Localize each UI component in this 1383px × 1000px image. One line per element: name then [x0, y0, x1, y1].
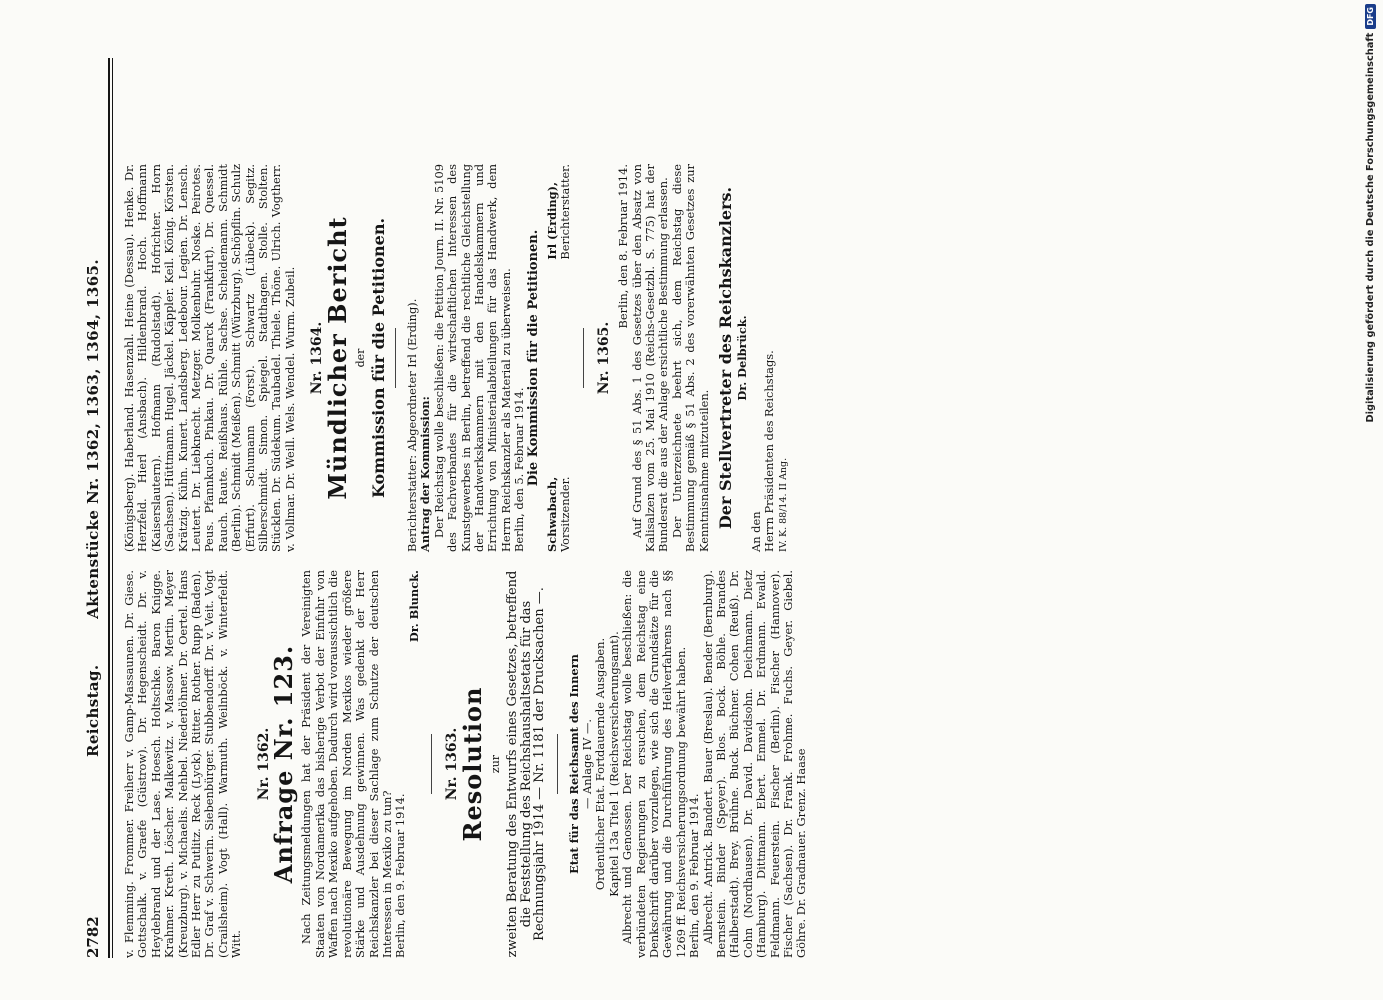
address-line-2: Herrn Präsidenten des Reichstags. [762, 350, 777, 552]
doc-signature-1362: Dr. Blunck. [406, 570, 421, 643]
doc-date-1362: Berlin, den 9. Februar 1914. [393, 793, 408, 958]
doc-title-1362: Anfrage Nr. 123. [269, 644, 299, 884]
separator [395, 328, 396, 388]
doc-date-1363: Berlin, den 9. Februar 1914. [687, 793, 702, 958]
doc-number-1364: Nr. 1364. [309, 321, 326, 395]
doc-body-1363: Albrecht und Genossen. Der Reichstag wolle beschließen: die verbündeten Regierungen zu ersuchen, dem Reichstag eine Denkschrift darüber vorzulegen, wie sich die Grundsätze für die Gewährung und die Durchführung des Heilverfahrens nach §§ 1269 ff. Reichsversicherungsordnung bewährt haben. [620, 570, 688, 958]
doc-body-1362: Nach Zeitungsmeldungen hat der Präsident der Vereinigten Staaten von Nordamerika das bisherige Verbot der Einfuhr von Waffen nach Mexiko aufgehoben. Dadurch wird voraussichtlich die revolutionäre Bewegung im Norden Mexikos wieder größere Stärke und Ausdehnung gewinnen. Was gedenkt der Herr Reichskanzler bei dieser Sachlage zum Schutze der deutschen Interessen in Mexiko zu tun? [299, 570, 394, 958]
doc-antrag-body: Der Reichstag wolle beschließen: die Petition Journ. II. Nr. 5109 des Fachverbandes für die wirtschaftlichen Interessen des Kunstgewerbes in Berlin, betreffend die rechtliche Gleichstellung der Handwerkskammern mit den Handelskammern und Errichtung von Ministerialabteilungen für das Handwerk, dem Herrn Reichskanzler als Material zu überweisen. [431, 164, 513, 552]
doc-date-1364: Berlin, den 5. Februar 1914. [512, 387, 527, 552]
doc-subtitle-1363: zweiten Beratung des Entwurfs eines Gesetzes, betreffend die Feststellung des Reichshaushaltsetats für das Rechnungsjahr 1914 — Nr. 1181 der Drucksachen —. [505, 570, 548, 958]
column-right [123, 164, 809, 552]
dfg-logo: DFG [1365, 4, 1376, 29]
doc-der: der [354, 348, 368, 368]
doc-date-1365: Berlin, den 8. Februar 1914. [616, 164, 631, 329]
commission-signatures [546, 164, 573, 552]
column-left [123, 570, 809, 958]
page-header [80, 58, 106, 958]
chair-role: Vorsitzender. [558, 476, 573, 552]
header-rule-thin [112, 58, 113, 958]
reporter-role: Berichterstatter. [558, 164, 573, 260]
digitization-text: Digitalisierung gefördert durch die Deutsche Forschungsgemeinschaft [1365, 32, 1376, 423]
etat-ordentlich: Ordentlicher Etat. Fortdauernde Ausgaben. [593, 637, 608, 891]
text-columns [123, 58, 809, 958]
doc-reporter-1364: Berichterstatter: Abgeordneter Irl (Erding). [404, 298, 419, 552]
header-rule [108, 58, 110, 958]
etat-kapitel: Kapitel 13a Titel 1 (Reichsversicherungsamt). [606, 631, 621, 897]
doc-antrag-heading: Antrag der Kommission: [418, 396, 433, 552]
doc-title-1363: Resolution [457, 686, 487, 842]
header-documents: Aktenstücke Nr. 1362, 1363, 1364, 1365. [84, 259, 102, 619]
signature-chair [546, 477, 573, 552]
etat-anlage: — Anlage IV —. [579, 718, 594, 810]
signatories-continued: v. Flemming. Frommer. Freiherr v. Gamp-Massaunen. Dr. Giese. Gottschalk. v. Graefe (Güstrow). Dr. Hegenscheidt. Dr. v. Heydebrand und der Lase. Hoesch. Holtschke. Baron Knigge. Krahmer. Kreth. Löscher. Malkewitz. v. Massow. Mertin. Meyer (Kreuzburg). v. Michaelis. Nehbel. Niederlöhner. Dr. Oertel. Hans Edler Herr zu Putlitz. Reck (Lyck). Ritter. Rother. Rupp (Baden). Dr. Graf v. Schwerin. Siebenbürger. Stubbendorff. Dr. v. Veit. Vogt (Crailsheim). Vogt (Hall). Warmuth. Weilnböck. v. Winterfeldt. Witt. [122, 570, 244, 958]
doc-number-1363: Nr. 1363. [444, 727, 461, 801]
chair-name: Schwabach, [544, 476, 559, 552]
address-line-1: An den [748, 511, 763, 552]
page-number: 2782 [84, 916, 102, 958]
doc-zur: zur [488, 754, 502, 774]
signatories-continued-2: (Königsberg). Haberland. Hasenzahl. Heine (Dessau). Henke. Dr. Herzfeld. Hierl (Ansbach). Hildenbrand. Hoch. Hoffmann (Kaiserslautern). Hofmann (Rudolstadt). Hofrichter. Horn (Sachsen). Hüttmann. Hugel. Jäckel. Käppler. Keil. König. Körsten. Krätzig. Kühn. Kunert. Landsberg. Ledebour. Legien. Dr. Lensch. Leutert. Dr. Liebknecht. Metzger. Molkenbuhr. Noske. Peirotes. Peus. Pfannkuch. Pinkau. Dr. Quarck (Frankfurt). Dr. Quessel. Rauch. Raute. Reißhaus. Rühle. Sachse. Scheidemann. Schmidt (Berlin). Schmidt (Meißen). Schmitt (Würzburg). Schöpflin. Schulz (Erfurt). Schumann (Forst). Schwartz (Lübeck). Segitz. Silberschmidt. Simon. Spiegel. Stadthagen. Stolle. Stolten. Stücklen. Dr. Südekum. Taubadel. Thiele. Thöne. Ulrich. Vogtherr. v. Vollmar. Dr. Weill. Wels. Wendel. Wurm. Zubeil. [122, 164, 297, 552]
reporter-name: Irl (Erding), [544, 182, 559, 260]
separator [583, 328, 584, 388]
digitization-note [1365, 4, 1376, 994]
doc-title-1364: Mündlicher Bericht [322, 216, 352, 500]
doc-number-1362: Nr. 1362. [255, 727, 272, 801]
running-title [84, 128, 102, 888]
doc-body-1365-b: Der Unterzeichnete beehrt sich, dem Reichstag diese Bestimmung gemäß § 51 Abs. 2 des vorerwähnten Gesetzes zur Kenntnisnahme mitzuteilen. [669, 164, 711, 552]
doc-body-1365-a: Auf Grund des § 51 Abs. 1 des Gesetzes über den Absatz von Kalisalzen vom 25. Mai 1910 (Reichs-Gesetzbl. S. 775) hat der Bundesrat die aus der Anlage ersichtliche Bestimmung erlassen. [629, 164, 671, 552]
doc-number-1365: Nr. 1365. [595, 321, 612, 395]
separator [557, 734, 558, 794]
doc-subtitle-1364: Kommission für die Petitionen. [368, 217, 388, 499]
commission-name: Die Kommission für die Petitionen. [525, 229, 541, 487]
etat-heading: Etat für das Reichsamt des Innern [566, 654, 581, 874]
separator [431, 734, 432, 794]
doc-code: IV. K. 88/14. II Ang. [777, 457, 789, 552]
doc-signature-1365: Dr. Delbrück. [735, 315, 750, 401]
rotated-document-page [80, 58, 1290, 958]
signatories-1363: Albrecht. Antrick. Bandert. Bauer (Breslau). Bender (Bernburg). Bernstein. Binder (Speyer). Blos. Bock. Böhle. Brandes (Halberstadt). Brey. Brühne. Buck. Büchner. Cohen (Reuß). Dr. Cohn (Nordhausen). Dr. David. Davidsohn. Deichmann. Dietz (Hamburg). Dittmann. Ebert. Emmel. Dr. Erdmann. Ewald. Feldmann. Feuerstein. Fischer (Berlin). Fischer (Hannover). Fischer (Sachsen). Dr. Frank. Frohme. Fuchs. Geyer. Giebel. Göhre. Dr. Gradnauer. Grenz. Haase [700, 570, 809, 958]
signature-reporter [546, 164, 573, 260]
stellvertreter-heading: Der Stellvertreter des Reichskanzlers. [716, 186, 736, 530]
header-reichstag: Reichstag. [84, 664, 102, 757]
